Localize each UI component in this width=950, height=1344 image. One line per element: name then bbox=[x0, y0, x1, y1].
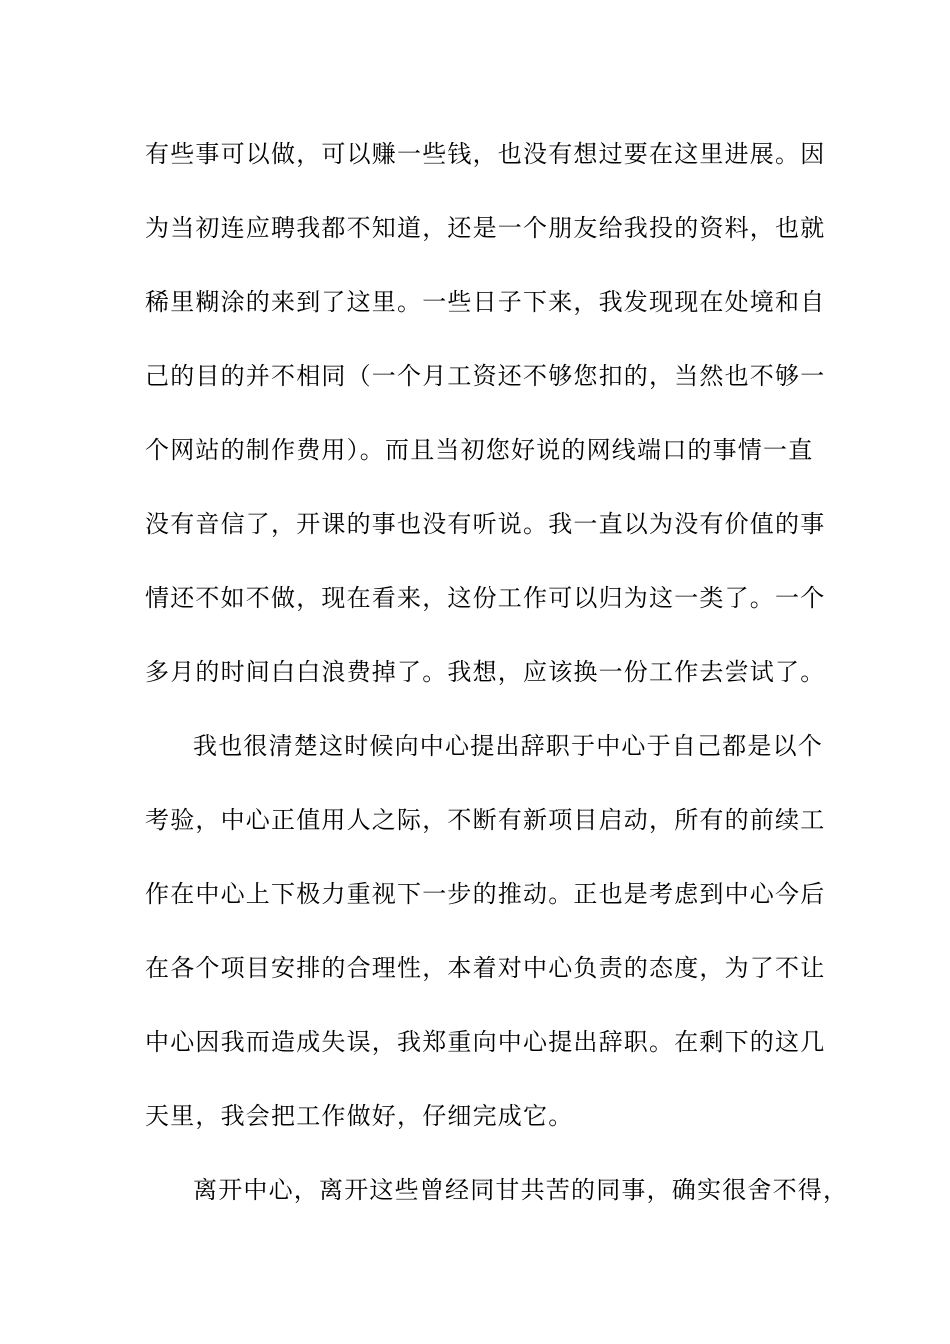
text-line: 稀里糊涂的来到了这里。一些日子下来，我发现现在处境和自 bbox=[145, 288, 826, 316]
text-line: 没有音信了，开课的事也没有听说。我一直以为没有价值的事 bbox=[145, 510, 826, 538]
text-line: 在各个项目安排的合理性，本着对中心负责的态度，为了不让 bbox=[145, 954, 826, 982]
text-line: 情还不如不做，现在看来，这份工作可以归为这一类了。一个 bbox=[145, 584, 826, 612]
text-line: 多月的时间白白浪费掉了。我想，应该换一份工作去尝试了。 bbox=[145, 658, 826, 686]
text-line: 个网站的制作费用）。而且当初您好说的网线端口的事情一直 bbox=[145, 436, 814, 464]
text-line: 有些事可以做，可以赚一些钱，也没有想过要在这里进展。因 bbox=[145, 140, 826, 168]
text-line: 作在中心上下极力重视下一步的推动。正也是考虑到中心今后 bbox=[145, 880, 826, 908]
text-line: 中心因我而造成失误，我郑重向中心提出辞职。在剩下的这几 bbox=[145, 1028, 826, 1056]
text-line: 己的目的并不相同（一个月工资还不够您扣的，当然也不够一 bbox=[145, 362, 826, 390]
text-line: 为当初连应聘我都不知道，还是一个朋友给我投的资料，也就 bbox=[145, 214, 826, 242]
paragraph-first-line: 离开中心，离开这些曾经同甘共苦的同事，确实很舍不得， bbox=[193, 1176, 849, 1204]
paragraph-first-line: 我也很清楚这时候向中心提出辞职于中心于自己都是以个 bbox=[193, 732, 823, 760]
text-line: 天里，我会把工作做好，仔细完成它。 bbox=[145, 1102, 574, 1130]
text-line: 考验，中心正值用人之际，不断有新项目启动，所有的前续工 bbox=[145, 806, 826, 834]
